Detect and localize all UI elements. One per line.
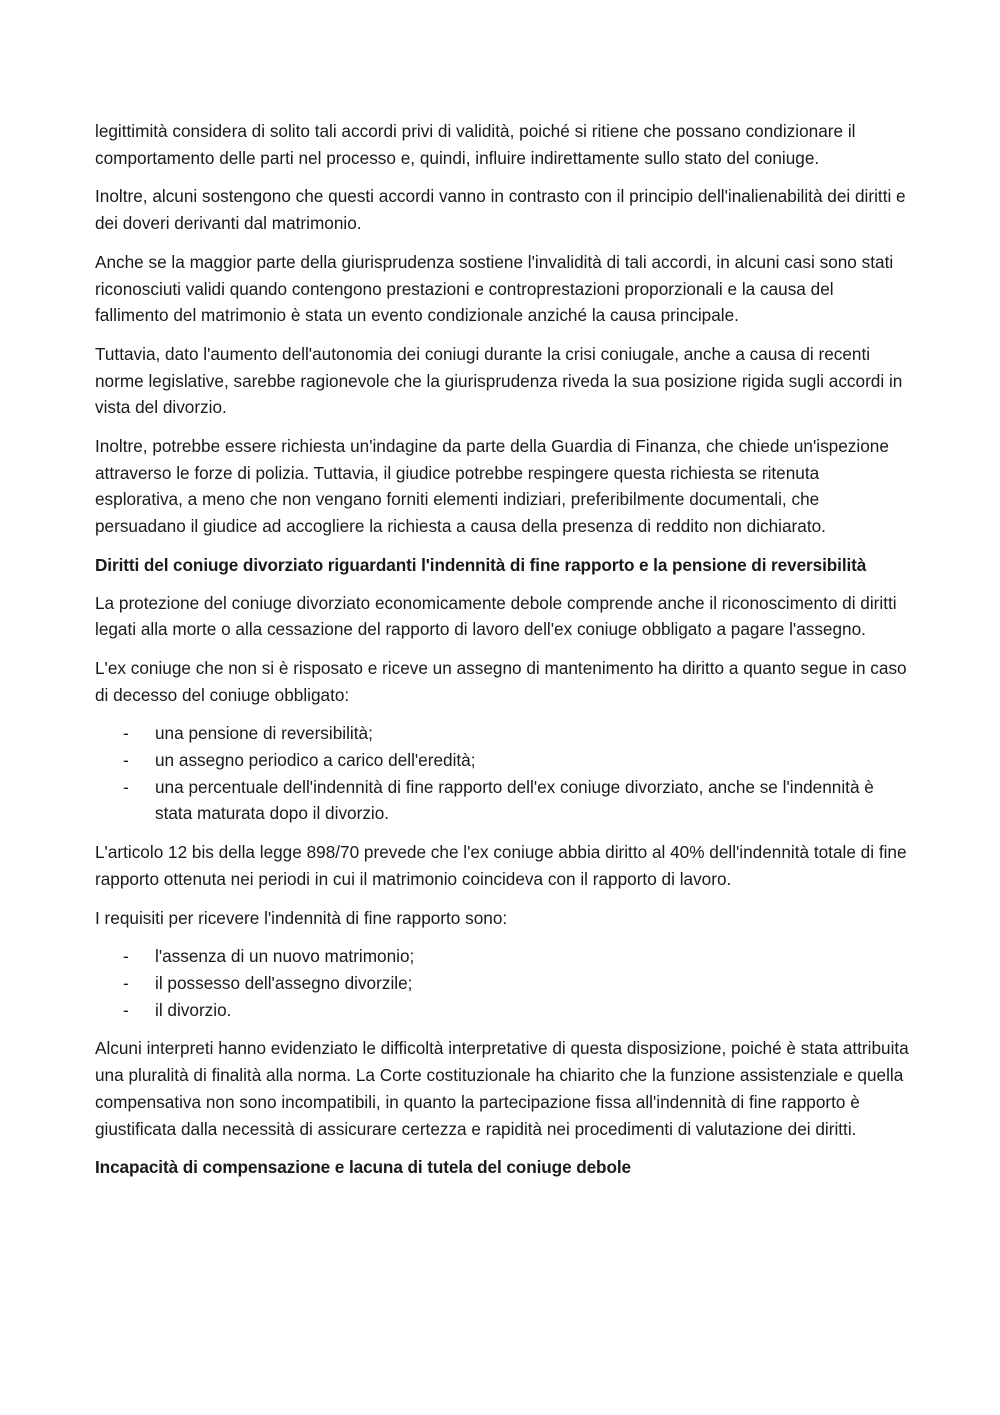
- requirements-list: [95, 943, 910, 1023]
- list-item: [95, 774, 910, 827]
- list-dash: -: [123, 999, 129, 1020]
- list-item-text: una percentuale dell'indennità di fine rapporto dell'ex coniuge divorziato, anche se l'indennità è stata maturata dopo il divorzio.: [155, 776, 874, 824]
- list-item-text: il possesso dell'assegno divorzile;: [155, 972, 413, 993]
- section-heading-rights: Diritti del coniuge divorziato riguardanti l'indennità di fine rapporto e la pensione di reversibilità: [95, 554, 867, 575]
- document-page: [95, 118, 910, 1192]
- paragraph-inalienability: Inoltre, alcuni sostengono che questi accordi vanno in contrasto con il principio dell'inalienabilità dei diritti e dei doveri derivanti dal matrimonio.: [95, 186, 906, 234]
- list-dash: -: [123, 946, 129, 967]
- list-item-text: l'assenza di un nuovo matrimonio;: [155, 946, 415, 967]
- list-item-text: una pensione di reversibilità;: [155, 723, 373, 744]
- list-item: [95, 720, 910, 747]
- paragraph-constitutional-court: Alcuni interpreti hanno evidenziato le difficoltà interpretative di questa disposizione, poiché è stata attribuita una pluralità di finalità alla norma. La Corte costituzionale ha chiarito che la funzione assistenziale e quella compensativa non sono incompatibili, in quanto la partecipazione fissa all'indennità di fine rapporto è giustificata dalla necessità di assicurare certezza e rapidità nei procedimenti di valutazione dei diritti.: [95, 1038, 909, 1139]
- list-dash: -: [123, 723, 129, 744]
- paragraph-protection: La protezione del coniuge divorziato economicamente debole comprende anche il riconoscimento di diritti legati alla morte o alla cessazione del rapporto di lavoro dell'ex coniuge obbligato a pagare l'assegno.: [95, 592, 897, 640]
- list-dash: -: [123, 972, 129, 993]
- paragraph-autonomy: Tuttavia, dato l'aumento dell'autonomia dei coniugi durante la crisi coniugale, anche a causa di recenti norme legislative, sarebbe ragionevole che la giurisprudenza riveda la sua posizione rigida sugli accordi in vista del divorzio.: [95, 343, 903, 418]
- paragraph-jurisprudence: Anche se la maggior parte della giurisprudenza sostiene l'invalidità di tali accordi, in alcuni casi sono stati riconosciuti validi quando contengono prestazioni e controprestazioni proporzionali e la causa del fallimento del matrimonio è stata un evento condizionale anziché la causa principale.: [95, 251, 894, 326]
- list-item: [95, 970, 910, 997]
- list-dash: -: [123, 750, 129, 771]
- entitlement-list: [95, 720, 910, 827]
- list-dash: -: [123, 776, 129, 797]
- list-item-text: il divorzio.: [155, 999, 232, 1020]
- paragraph-investigation: Inoltre, potrebbe essere richiesta un'indagine da parte della Guardia di Finanza, che chiede un'ispezione attraverso le forze di polizia. Tuttavia, il giudice potrebbe respingere questa richiesta se ritenuta esplorativa, a meno che non vengano forniti elementi indiziari, preferibilmente documentali, che persuadano il giudice ad accogliere la richiesta a causa della presenza di reddito non dichiarato.: [95, 436, 889, 537]
- paragraph-requirements: I requisiti per ricevere l'indennità di fine rapporto sono:: [95, 907, 508, 928]
- list-item: [95, 747, 910, 774]
- paragraph-validity: legittimità considera di solito tali accordi privi di validità, poiché si ritiene che possano condizionare il comportamento delle parti nel processo e, quindi, influire indirettamente sullo stato del coniuge.: [95, 121, 856, 168]
- list-item: [95, 997, 910, 1024]
- list-item: [95, 943, 910, 970]
- section-heading-incapacity: Incapacità di compensazione e lacuna di tutela del coniuge debole: [95, 1157, 631, 1178]
- paragraph-article-12bis: L'articolo 12 bis della legge 898/70 prevede che l'ex coniuge abbia diritto al 40% dell'indennità totale di fine rapporto ottenuta nei periodi in cui il matrimonio coincideva con il rapporto di lavoro.: [95, 842, 907, 889]
- list-item-text: un assegno periodico a carico dell'eredità;: [155, 750, 476, 771]
- paragraph-entitlement: L'ex coniuge che non si è risposato e riceve un assegno di mantenimento ha diritto a quanto segue in caso di decesso del coniuge obbligato:: [95, 657, 907, 705]
